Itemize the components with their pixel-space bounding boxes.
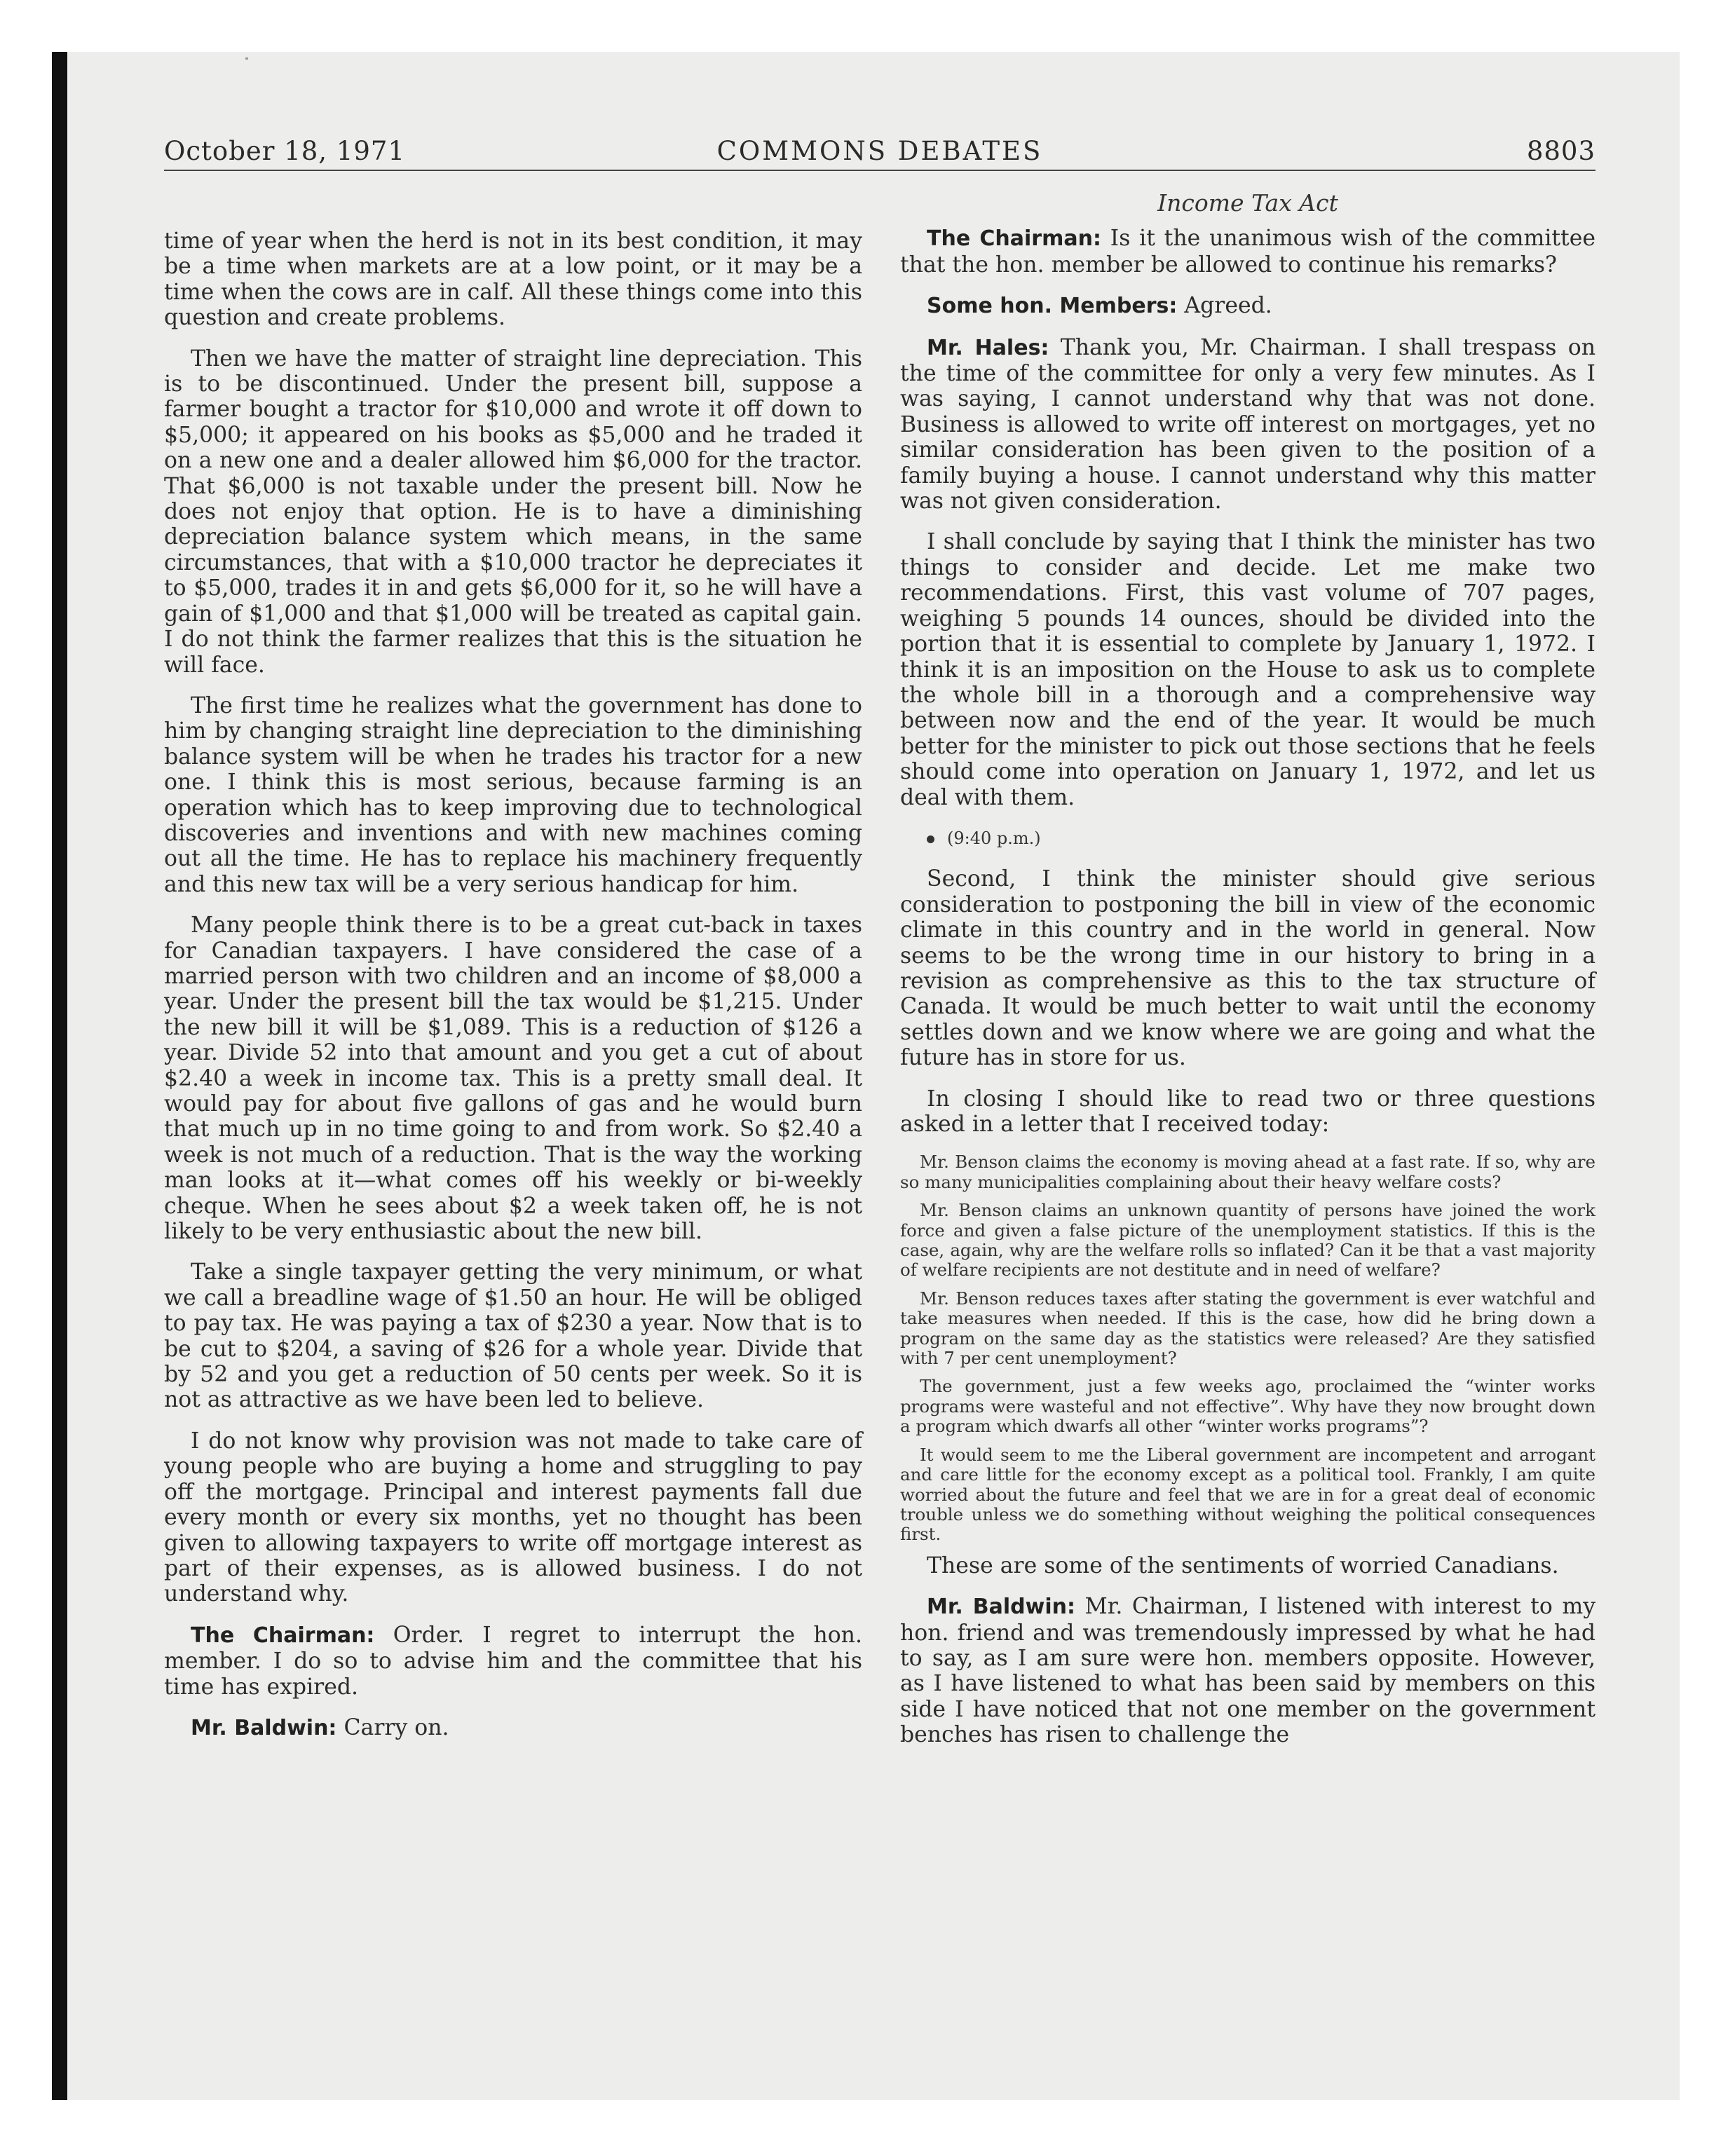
speech-text: Is it the unanimous wish of the committee that the hon. member be allowed to continue his remarks? [900,226,1595,278]
header-date: October 18, 1971 [164,136,405,166]
speech-chairman [164,1623,862,1700]
letter-paragraph: The government, just a few weeks ago, proclaimed the “winter works programs were wasteful and not effective”. Why have they now brought down a program which dwarfs all other “winter works programs”? [900,1376,1595,1437]
time-stamp-text: (9:40 p.m.) [947,828,1041,848]
speech-baldwin [164,1715,862,1741]
paragraph: The first time he realizes what the government has done to him by changing straight line depreciation to the diminishing balance system will be when he trades his tractor for a new one. I think this is most serious, because farming is an operation which has to keep improving due to technological discoveries and inventions and with new machines coming out all the time. He has to replace his machinery frequently and this new tax will be a very serious handicap for him. [164,692,862,897]
speech-text: Mr. Chairman, I listened with interest to my hon. friend and was tremendously impressed by what he had to say, as I am sure were hon. members opposite. However, as I have listened to what has been said by members on this side I have noticed that not one member on the government benches has risen to challenge the [900,1594,1596,1748]
speaker-name: The Chairman: [927,226,1101,252]
time-stamp [900,826,1595,851]
letter-paragraph: It would seem to me the Liberal government are incompetent and arrogant and care little for the economy except as a political tool. Frankly, I am quite worried about the future and feel that we are in for a great deal of economic trouble unless we do something without weighing the political consequences first. [900,1444,1595,1545]
speaker-name: Some hon. Members: [927,294,1178,319]
letter-paragraph: Mr. Benson claims an unknown quantity of persons have joined the work force and given a false picture of the unemployment statistics. If this is the case, again, why are the welfare rolls so inflated? Can it be that a vast majority of welfare recipients are not destitute and in need of welfare? [900,1200,1595,1281]
speech-baldwin [900,1594,1595,1747]
paragraph: Then we have the matter of straight line depreciation. This is to be discontinued. Under the present bill, suppose a farmer bought a tractor for $10,000 and wrote it off down to $5,000; it appeared on his books as $5,000 and he traded it on a new one and a dealer allowed him $6,000 for the tractor. That $6,000 is not taxable under the present bill. Now he does not enjoy that option. He is to have a diminishing depreciation balance system which means, in the same circumstances, that with a $10,000 tractor he depreciates it to $5,000, trades it in and gets $6,000 for it, so he will have a gain of $1,000 and that $1,000 will be treated as capital gain. I do not think the farmer realizes that this is the situation he will face. [164,346,862,678]
bullet-icon [927,835,934,843]
speech-text: Carry on. [336,1714,449,1740]
section-title: Income Tax Act [1157,189,1338,217]
speech-text: Thank you, Mr. Chairman. I shall trespass on the time of the committee for only a very few minutes. As I was saying, I cannot understand why that was not done. Business is allowed to write off interest on mortgages, yet no similar consideration has been given to the position of a family buying a house. I cannot understand why this matter was not given consideration. [900,334,1596,514]
paragraph: time of year when the herd is not in its best condition, it may be a time when markets are at a low point, or it may be a time when the cows are in calf. All these things come into this question and create problems. [164,228,862,331]
scan-speck [245,57,248,60]
scan-edge-bar [52,52,67,2100]
quoted-letter [900,1152,1595,1544]
letter-paragraph: Mr. Benson reduces taxes after stating the government is ever watchful and take measures when needed. If this is the case, how did he bring down a program on the same day as the statistics were released? Are they satisfied with 7 per cent unemployment? [900,1288,1595,1369]
speaker-name: Mr. Baldwin: [927,1595,1075,1620]
paragraph: In closing I should like to read two or three questions asked in a letter that I received today: [900,1086,1595,1137]
paragraph: Second, I think the minister should give serious consideration to postponing the bill in view of the economic climate in this country and in the world in general. Now seems to be the wrong time in our history to bring in a revision as comprehensive as this to the tax structure of Canada. It would be much better to wait until the economy settles down and we know where we are going and what the future has in store for us. [900,866,1595,1071]
header-page-number: 8803 [1526,136,1595,166]
paragraph: I do not know why provision was not made to take care of young people who are buying a home and struggling to pay off the mortgage. Principal and interest payments fall due every month or every six months, yet no thought has been given to allowing taxpayers to write off mortgage interest as part of their expenses, as is allowed business. I do not understand why. [164,1428,862,1607]
right-column [900,191,1595,1763]
speech-text: Order. I regret to interrupt the hon. member. I do so to advise him and the committee that his time has expired. [164,1622,862,1700]
speaker-name: Mr. Hales: [927,335,1049,360]
speaker-name: Mr. Baldwin: [191,1715,337,1740]
speech-chairman [900,226,1595,278]
page-header [164,136,1595,171]
speaker-name: The Chairman: [191,1623,375,1648]
letter-paragraph: Mr. Benson claims the economy is moving ahead at a fast rate. If so, why are so many municipalities complaining about their heavy welfare costs? [900,1152,1595,1192]
speech-hales [900,335,1595,514]
header-title: COMMONS DEBATES [716,136,1043,166]
left-column [164,228,862,1756]
speech-members [900,293,1595,319]
paragraph: Many people think there is to be a great cut-back in taxes for Canadian taxpayers. I have considered the case of a married person with two children and an income of $8,000 a year. Under the present bill the tax would be $1,215. Under the new bill it will be $1,089. This is a reduction of $126 a year. Divide 52 into that amount and you get a cut of about $2.40 a week in income tax. This is a pretty small deal. It would pay for about five gallons of gas and he would burn that much up in no time going to and from work. So $2.40 a week is not much of a reduction. That is the way the working man looks at it—what comes off his weekly or bi-weekly cheque. When he sees about $2 a week taken off, he is not likely to be very enthusiastic about the new bill. [164,913,862,1245]
speech-text: Agreed. [1177,293,1272,319]
paragraph: Take a single taxpayer getting the very minimum, or what we call a breadline wage of $1.50 an hour. He will be obliged to pay tax. He was paying a tax of $230 a year. Now that is to be cut to $204, a saving of $26 for a whole year. Divide that by 52 and you get a reduction of 50 cents per week. So it is not as attractive as we have been led to believe. [164,1260,862,1413]
paragraph: I shall conclude by saying that I think the minister has two things to consider and decide. Let me make two recommendations. First, this vast volume of 707 pages, weighing 5 pounds 14 ounces, should be divided into the portion that it is essential to complete by January 1, 1972. I think it is an imposition on the House to ask us to complete the whole bill in a thorough and a comprehensive way between now and the end of the year. It would be much better for the minister to pick out those sections that he feels should come into operation on January 1, 1972, and let us deal with them. [900,529,1595,810]
paragraph: These are some of the sentiments of worried Canadians. [927,1553,1559,1578]
